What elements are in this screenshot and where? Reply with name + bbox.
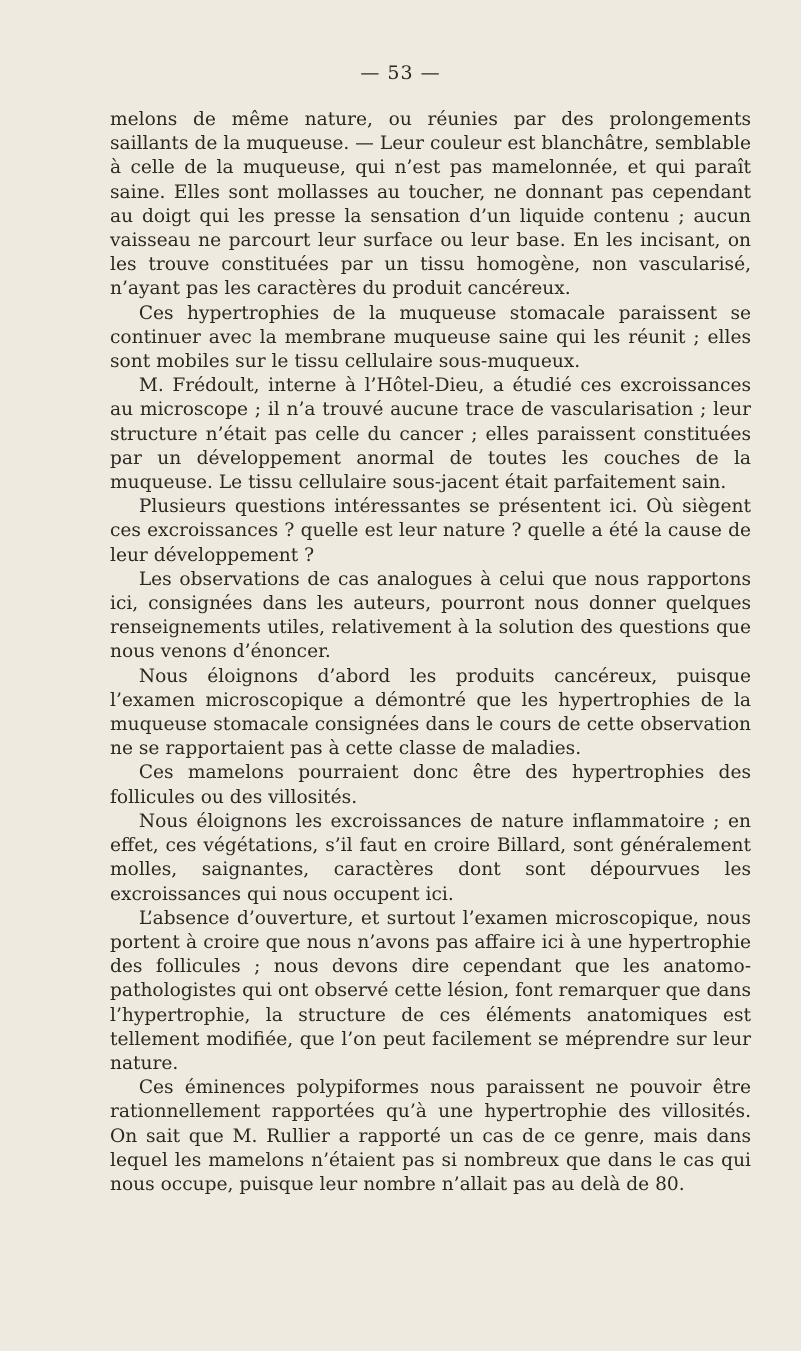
page-number: — 53 — [360,62,441,84]
paragraph: Nous éloignons les excroissances de nature inflammatoire ; en effet, ces végétations, s’il faut en croire Billard, sont généralement molles, saignantes, caractères dont sont dépourvues les excroissances qui nous occupent ici. [110,810,751,905]
paragraph: Plusieurs questions intéressantes se présentent ici. Où siègent ces excroissances ? quelle est leur nature ? quelle a été la cause de leur développement ? [110,496,751,566]
paragraph: M. Frédoult, interne à l’Hôtel-Dieu, a étudié ces excroissances au microscope ; il n’a trouvé aucune trace de vascularisation ; leur structure n’était pas celle du cancer ; elles paraissent constituées par un développement anormal de toutes les couches de la muqueuse. Le tissu cellulaire sous-jacent était parfaitement sain. [110,375,751,494]
paragraph: L’absence d’ouverture, et surtout l’examen microscopique, nous portent à croire que nous n’avons pas affaire ici à une hypertrophie des follicules ; nous devons dire cependant que les anatomo-pathologistes qui ont observé cette lésion, font remarquer que dans l’hypertrophie, la structure de ces éléments anatomiques est tellement modifiée, que l’on peut facilement se méprendre sur leur nature. [110,907,751,1074]
body-text [110,108,751,1197]
paragraph: Ces éminences polypiformes nous paraissent ne pouvoir être rationnellement rapportées qu’à une hypertrophie des villosités. On sait que M. Rullier a rapporté un cas de ce genre, mais dans lequel les mamelons n’étaient pas si nombreux que dans le cas qui nous occupe, puisque leur nombre n’allait pas au delà de 80. [110,1077,751,1195]
paragraph: melons de même nature, ou réunies par des prolongements saillants de la muqueuse. — Leur couleur est blanchâtre, semblable à celle de la muqueuse, qui n’est pas mamelonnée, et qui paraît saine. Elles sont mollasses au toucher, ne donnant pas cependant au doigt qui les presse la sensation d’un liquide contenu ; aucun vaisseau ne parcourt leur surface ou leur base. En les incisant, on les trouve constituées par un tissu homogène, non vascularisé, n’ayant pas les caractères du produit cancéreux. [110,109,751,300]
paragraph: Nous éloignons d’abord les produits cancéreux, puisque l’examen microscopique a démontré que les hypertrophies de la muqueuse stomacale consignées dans le cours de cette observation ne se rapportaient pas à cette classe de maladies. [110,665,751,760]
paragraph: Ces mamelons pourraient donc être des hypertrophies des follicules ou des villosités. [110,762,751,808]
paragraph: Les observations de cas analogues à celui que nous rapportons ici, consignées dans les auteurs, pourront nous donner quelques renseignements utiles, relativement à la solution des questions que nous venons d’énoncer. [110,568,751,663]
paragraph: Ces hypertrophies de la muqueuse stomacale paraissent se continuer avec la membrane muqueuse saine qui les réunit ; elles sont mobiles sur le tissu cellulaire sous-muqueux. [110,302,751,373]
